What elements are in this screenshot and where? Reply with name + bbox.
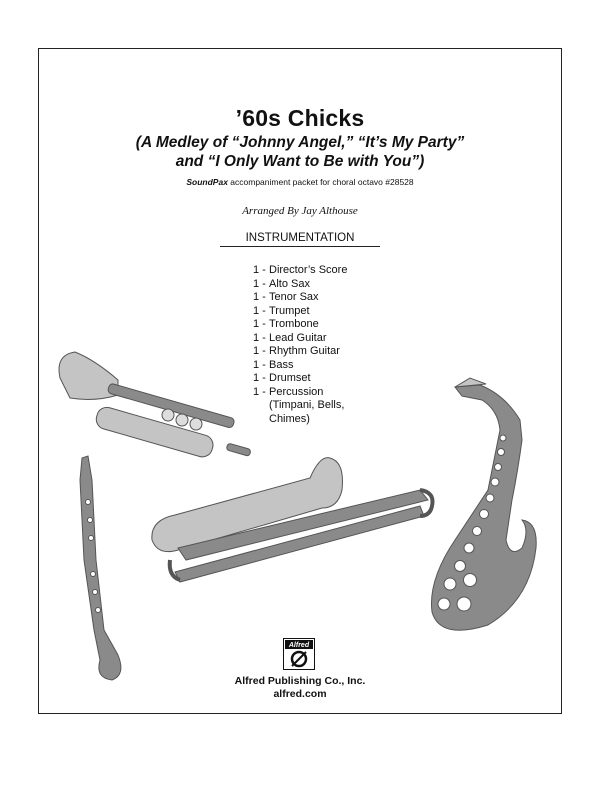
instrument-list-item — [253, 332, 347, 346]
publisher-name: Alfred Publishing Co., Inc. — [234, 675, 366, 687]
publisher-website: alfred.com — [273, 688, 327, 700]
instrument-name: Bass — [269, 358, 294, 371]
subtitle-line-2: and “I Only Want to Be with You”) — [175, 153, 425, 170]
arranger-credit: Arranged By Jay Althouse — [242, 205, 358, 217]
saxophone-icon — [431, 378, 536, 630]
instrument-name: Drumset — [269, 372, 311, 384]
trombone-icon — [152, 458, 433, 582]
subtitle — [0, 133, 600, 171]
instrument-name: Alto Sax — [269, 277, 310, 290]
instrument-name: Trombone — [269, 318, 319, 330]
subtitle-line-1: (A Medley of “Johnny Angel,” “It’s My Party” — [135, 134, 465, 151]
instrument-name: Director’s Score — [269, 264, 348, 276]
alfred-logo — [283, 638, 315, 670]
instrument-quantity: 1 - — [253, 385, 266, 398]
clarinet-icon — [80, 456, 121, 680]
instrument-name: Lead Guitar — [269, 331, 327, 344]
instrument-list-item — [253, 264, 347, 278]
instrument-list-item — [253, 305, 347, 319]
instrument-list-item — [253, 372, 347, 386]
instrument-name: Tenor Sax — [269, 291, 319, 303]
packet-brand: SoundPax — [186, 177, 228, 187]
trumpet-icon — [59, 352, 251, 459]
instrument-list-item — [253, 278, 347, 292]
instrument-quantity: 1 - — [253, 358, 266, 371]
instrument-list-item — [253, 318, 347, 332]
instrument-quantity: 1 - — [253, 264, 266, 276]
instrument-list-item — [253, 291, 347, 305]
instrument-name: Percussion (Timpani, Bells, Chimes) — [269, 385, 345, 425]
instrument-list-item — [253, 345, 347, 359]
packet-description — [0, 177, 600, 187]
publisher-block — [0, 675, 600, 701]
instrument-quantity: 1 - — [253, 291, 266, 303]
instrument-list-item — [253, 386, 347, 427]
instrument-list-item — [253, 359, 347, 373]
instrument-quantity: 1 - — [253, 304, 266, 317]
instrumentation-list — [253, 264, 347, 426]
instrument-quantity: 1 - — [253, 331, 266, 344]
instrument-name: Rhythm Guitar — [269, 345, 340, 357]
instrument-quantity: 1 - — [253, 318, 266, 330]
instrument-quantity: 1 - — [253, 277, 266, 290]
instrumentation-heading: INSTRUMENTATION — [220, 232, 380, 247]
logo-text: Alfred — [288, 642, 310, 649]
instrument-quantity: 1 - — [253, 372, 266, 384]
page-title: ’60s Chicks — [235, 105, 365, 131]
instrument-name: Trumpet — [269, 304, 310, 317]
instrument-quantity: 1 - — [253, 345, 266, 357]
packet-text: accompaniment packet for choral octavo #28528 — [230, 177, 414, 187]
